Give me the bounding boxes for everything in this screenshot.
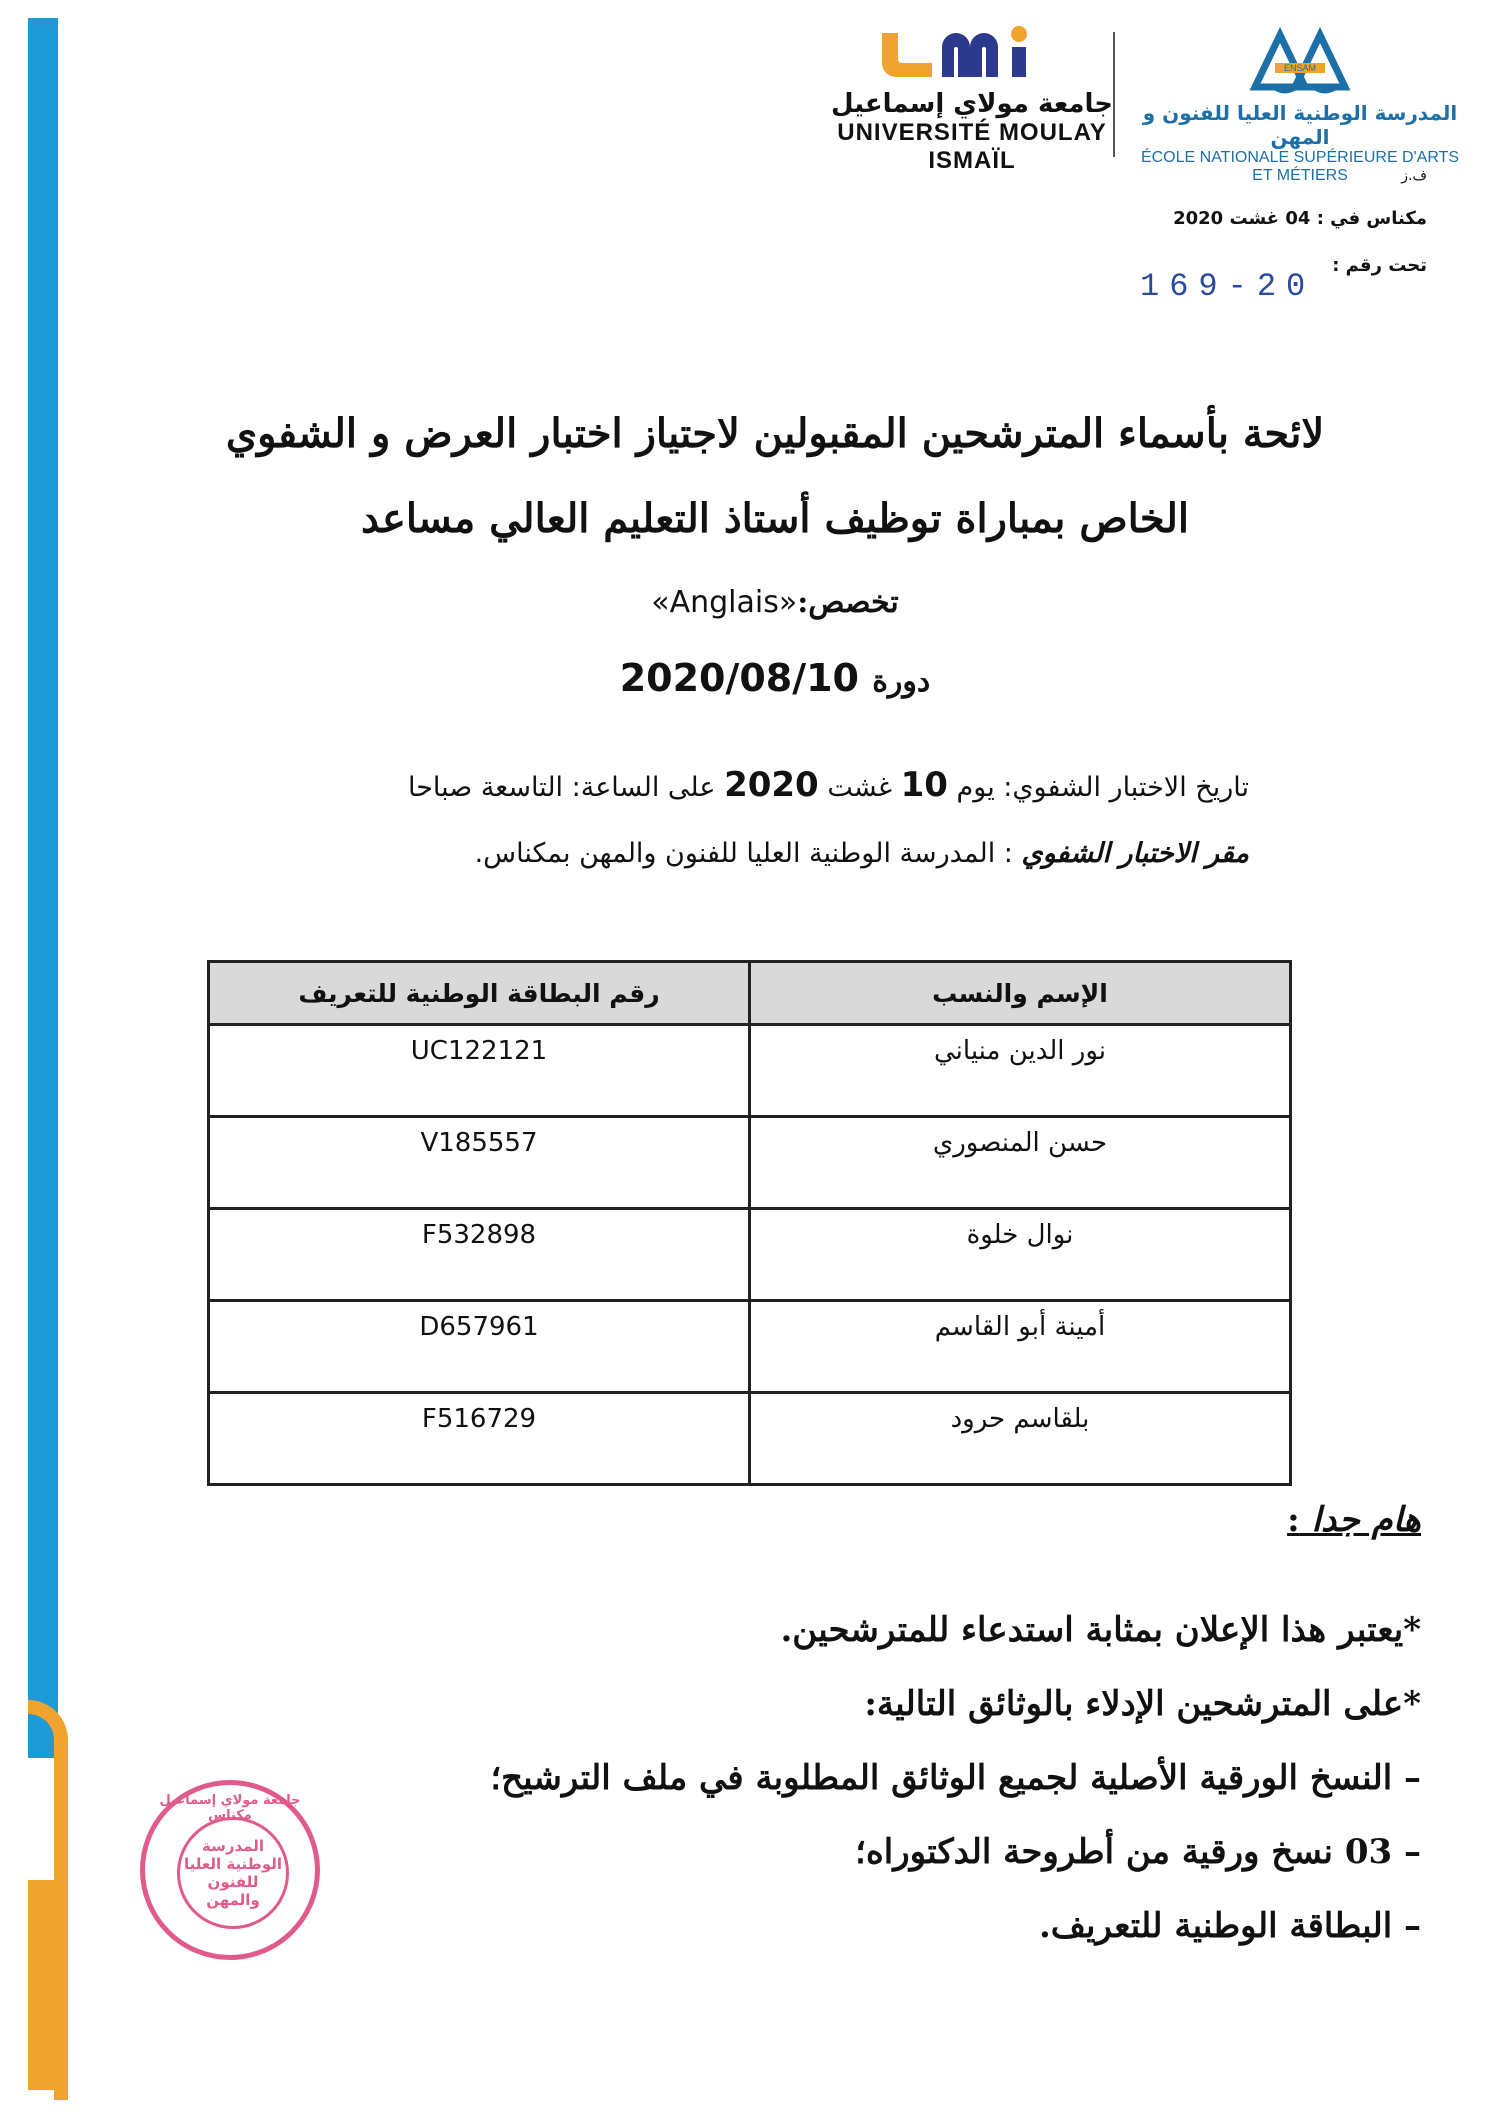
header-id: رقم البطاقة الوطنية للتعريف [209,962,750,1025]
specialty-value: «Anglais» [651,585,798,620]
table-row [209,1209,1291,1301]
document-item: – 03 نسخ ورقية من أطروحة الدكتوراه؛ [855,1832,1421,1872]
table-row [209,1117,1291,1209]
stamp-inner-text: المدرسة الوطنية العليا للفنون والمهن [184,1837,282,1909]
orange-bar [28,1880,58,2090]
note-item: *يعتبر هذا الإعلان بمثابة استدعاء للمترشحين. [780,1610,1421,1650]
blue-band [28,18,58,1758]
table-header-row [209,962,1291,1025]
ref-short: ف.ز [1401,168,1427,184]
session-label: دورة [872,664,931,699]
candidate-id: F532898 [209,1209,750,1301]
ensam-tag: ENSAM [1283,63,1317,73]
important-heading-colon: : [1287,1500,1300,1540]
candidates-table [207,960,1292,1486]
specialty-label: تخصص: [797,585,899,620]
important-heading-text: هام جدا [1311,1500,1421,1540]
session-date: 2020/08/10 [619,656,859,700]
document-item: – النسخ الورقية الأصلية لجميع الوثائق المطلوبة في ملف الترشيح؛ [490,1758,1421,1798]
table-row [209,1301,1291,1393]
session [200,655,1350,700]
header-name: الإسم والنسب [750,962,1291,1025]
specialty [200,585,1350,620]
important-heading [1287,1500,1421,1540]
exam-place-value: : المدرسة الوطنية العليا للفنون والمهن بمكناس. [474,838,1013,869]
date-line: مكناس في : 04 غشت 2020 [1173,208,1427,229]
official-stamp [140,1780,320,1960]
exam-place [475,838,1249,869]
exam-date-prefix: تاريخ الاختبار الشفوي: يوم [956,772,1249,803]
umi-logo [812,25,1132,174]
candidate-name: بلقاسم حرود [750,1393,1291,1485]
exam-time: على الساعة: التاسعة صباحا [408,772,716,803]
reference-number: 169-20 [1140,268,1316,305]
logo-separator [1113,32,1115,157]
table-row [209,1393,1291,1485]
exam-place-label: مقر الاختبار الشفوي [1021,838,1249,869]
candidate-name: نوال خلوة [750,1209,1291,1301]
stamp-outer-text: جامعة مولاي إسماعيل مكناس [159,1793,301,1823]
left-decor-band [0,0,28,2100]
document-item: – البطاقة الوطنية للتعريف. [1038,1906,1421,1946]
exam-month: غشت [827,772,893,803]
candidate-id: F516729 [209,1393,750,1485]
title-line-2: الخاص بمباراة توظيف أستاذ التعليم العالي مساعد [360,495,1189,542]
number-label: تحت رقم : [1332,255,1427,276]
exam-year: 2020 [724,765,819,805]
candidate-id: UC122121 [209,1025,750,1117]
umi-logo-icon [872,25,1072,87]
umi-arabic-name: جامعة مولاي إسماعيل [831,89,1113,119]
candidate-id: V185557 [209,1117,750,1209]
ensam-arabic-name: المدرسة الوطنية العليا للفنون و المهن [1142,101,1458,149]
exam-day: 10 [900,765,948,805]
stamp-inner [177,1817,289,1929]
exam-date [408,765,1249,805]
table-row [209,1025,1291,1117]
ensam-logo-icon [1245,25,1355,95]
candidate-name: حسن المنصوري [750,1117,1291,1209]
note-item: *على المترشحين الإدلاء بالوثائق التالية: [864,1684,1421,1724]
candidate-name: نور الدين منياني [750,1025,1291,1117]
notes-list [171,1600,1421,1970]
title-line-1: لائحة بأسماء المترشحين المقبولين لاجتياز اختبار العرض و الشفوي [225,410,1325,457]
ensam-french-name: ÉCOLE NATIONALE SUPÉRIEURE D'ARTS ET MÉTIERS [1140,149,1460,184]
umi-french-name: UNIVERSITÉ MOULAY ISMAÏL [837,119,1107,174]
candidate-id: D657961 [209,1301,750,1393]
candidate-name: أمينة أبو القاسم [750,1301,1291,1393]
